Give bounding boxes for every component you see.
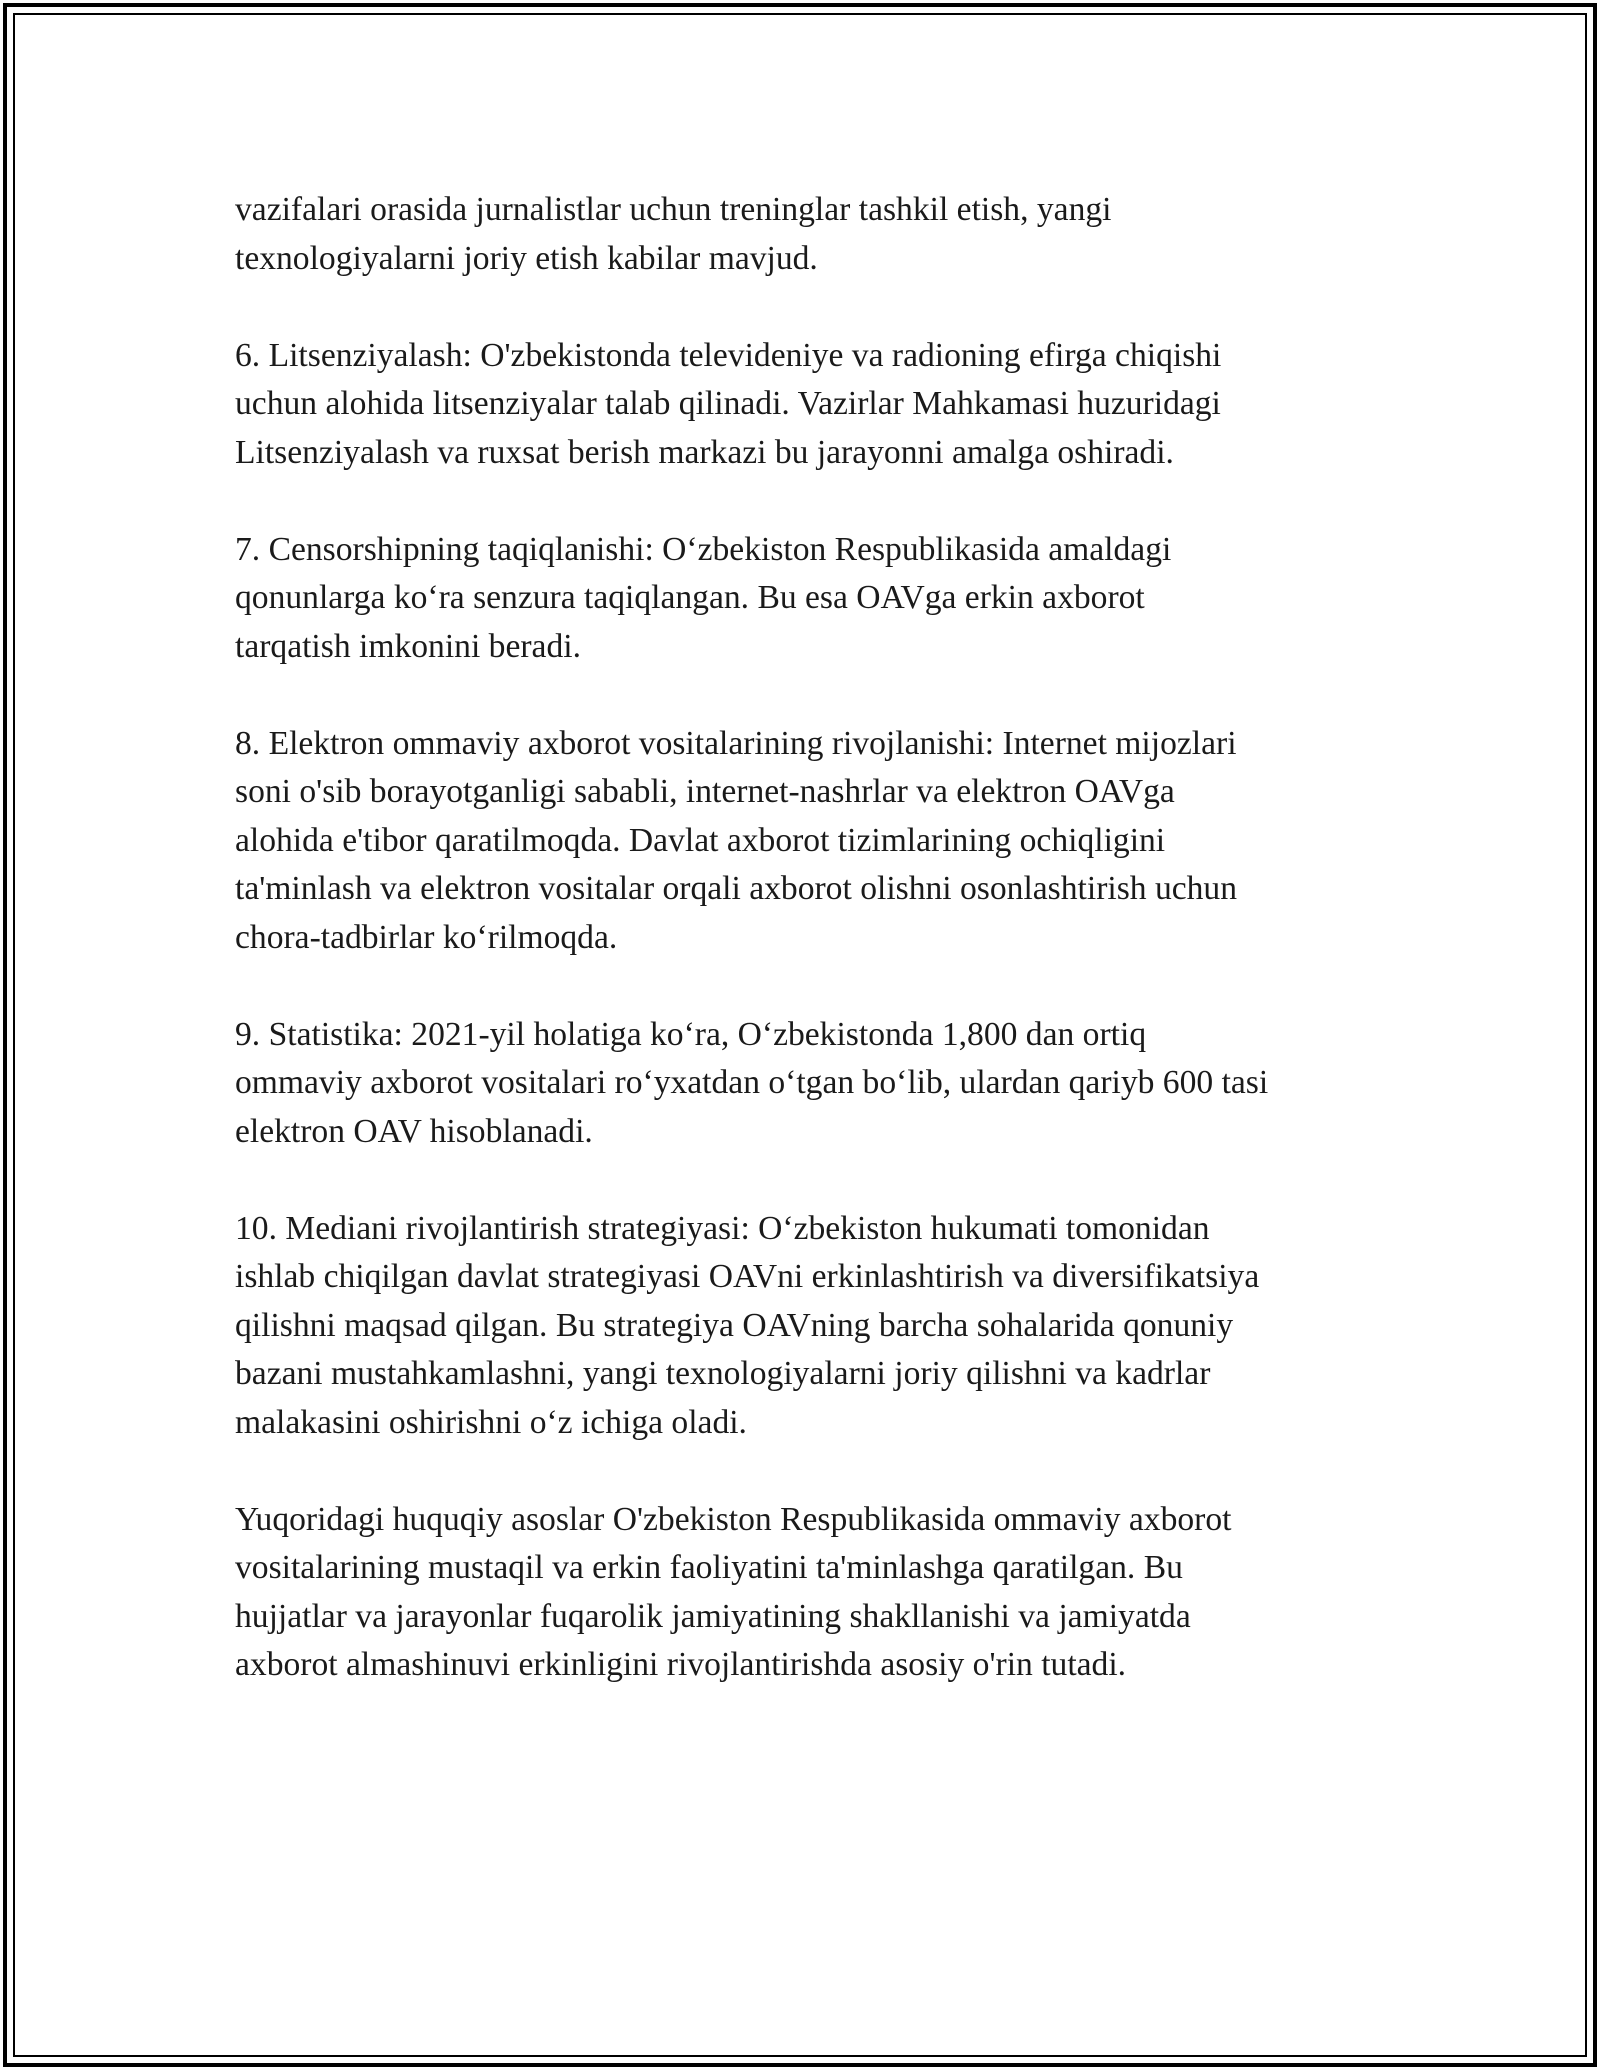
text-line: soni o'sib borayotganligi sababli, internet-nashrlar va elektron OAVga [235,773,1175,810]
text-line: axborot almashinuvi erkinligini rivojlantirishda asosiy o'rin tutadi. [235,1646,1127,1683]
text-line: alohida e'tibor qaratilmoqda. Davlat axborot tizimlarining ochiqligini [235,821,1166,859]
text-line: vazifalari orasida jurnalistlar uchun treninglar tashkil etish, yangi [235,191,1112,228]
text-line: qilishni maqsad qilgan. Bu strategiya OAVning barcha sohalarida qonuniy [235,1306,1234,1344]
paragraph-conclusion [235,1496,1395,1690]
text-line: bazani mustahkamlashni, yangi texnologiyalarni joriy qilishni va kadrlar [235,1355,1211,1392]
text-line: vositalarining mustaqil va erkin faoliyatini ta'minlashga qaratilgan. Bu [235,1549,1183,1586]
text-line: 6. Litsenziyalash: O'zbekistonda televideniye va radioning efirga chiqishi [235,336,1222,374]
text-line: 7. Censorshipning taqiqlanishi: O‘zbekiston Respublikasida amaldagi [235,530,1172,568]
text-line: tarqatish imkonini beradi. [235,627,581,665]
text-line: uchun alohida litsenziyalar talab qilinadi. Vazirlar Mahkamasi huzuridagi [235,385,1221,422]
paragraph-censorship [235,526,1395,672]
paragraph-litsenziyalash [235,332,1395,478]
text-line: chora-tadbirlar ko‘rilmoqda. [235,918,618,956]
text-line: hujjatlar va jarayonlar fuqarolik jamiyatining shakllanishi va jamiyatda [235,1597,1191,1635]
text-line: ommaviy axborot vositalari ro‘yxatdan o‘tgan bo‘lib, ulardan qariyb 600 tasi [235,1064,1269,1101]
text-line: Litsenziyalash va ruxsat berish markazi bu jarayonni amalga oshiradi. [235,433,1174,471]
text-line: qonunlarga ko‘ra senzura taqiqlangan. Bu esa OAVga erkin axborot [235,579,1145,616]
text-line: 10. Mediani rivojlantirish strategiyasi: O‘zbekiston hukumati tomonidan [235,1209,1210,1247]
text-line: 9. Statistika: 2021-yil holatiga ko‘ra, O‘zbekistonda 1,800 dan ortiq [235,1015,1147,1053]
text-line: texnologiyalarni joriy etish kabilar mavjud. [235,239,818,277]
paragraph-continuation [235,186,1395,283]
paragraph-media-strategy [235,1205,1395,1448]
paragraph-statistics [235,1011,1395,1157]
text-line: Yuqoridagi huquqiy asoslar O'zbekiston Respublikasida ommaviy axborot [235,1500,1232,1538]
text-line: ishlab chiqilgan davlat strategiyasi OAVni erkinlashtirish va diversifikatsiya [235,1258,1260,1295]
text-line: ta'minlash va elektron vositalar orqali axborot olishni osonlashtirish uchun [235,870,1238,907]
paragraph-electronic-media [235,720,1395,963]
text-line: 8. Elektron ommaviy axborot vositalarining rivojlanishi: Internet mijozlari [235,724,1237,762]
text-line: elektron OAV hisoblanadi. [235,1112,593,1150]
text-line: malakasini oshirishni o‘z ichiga oladi. [235,1403,747,1441]
document-body [235,186,1395,1738]
